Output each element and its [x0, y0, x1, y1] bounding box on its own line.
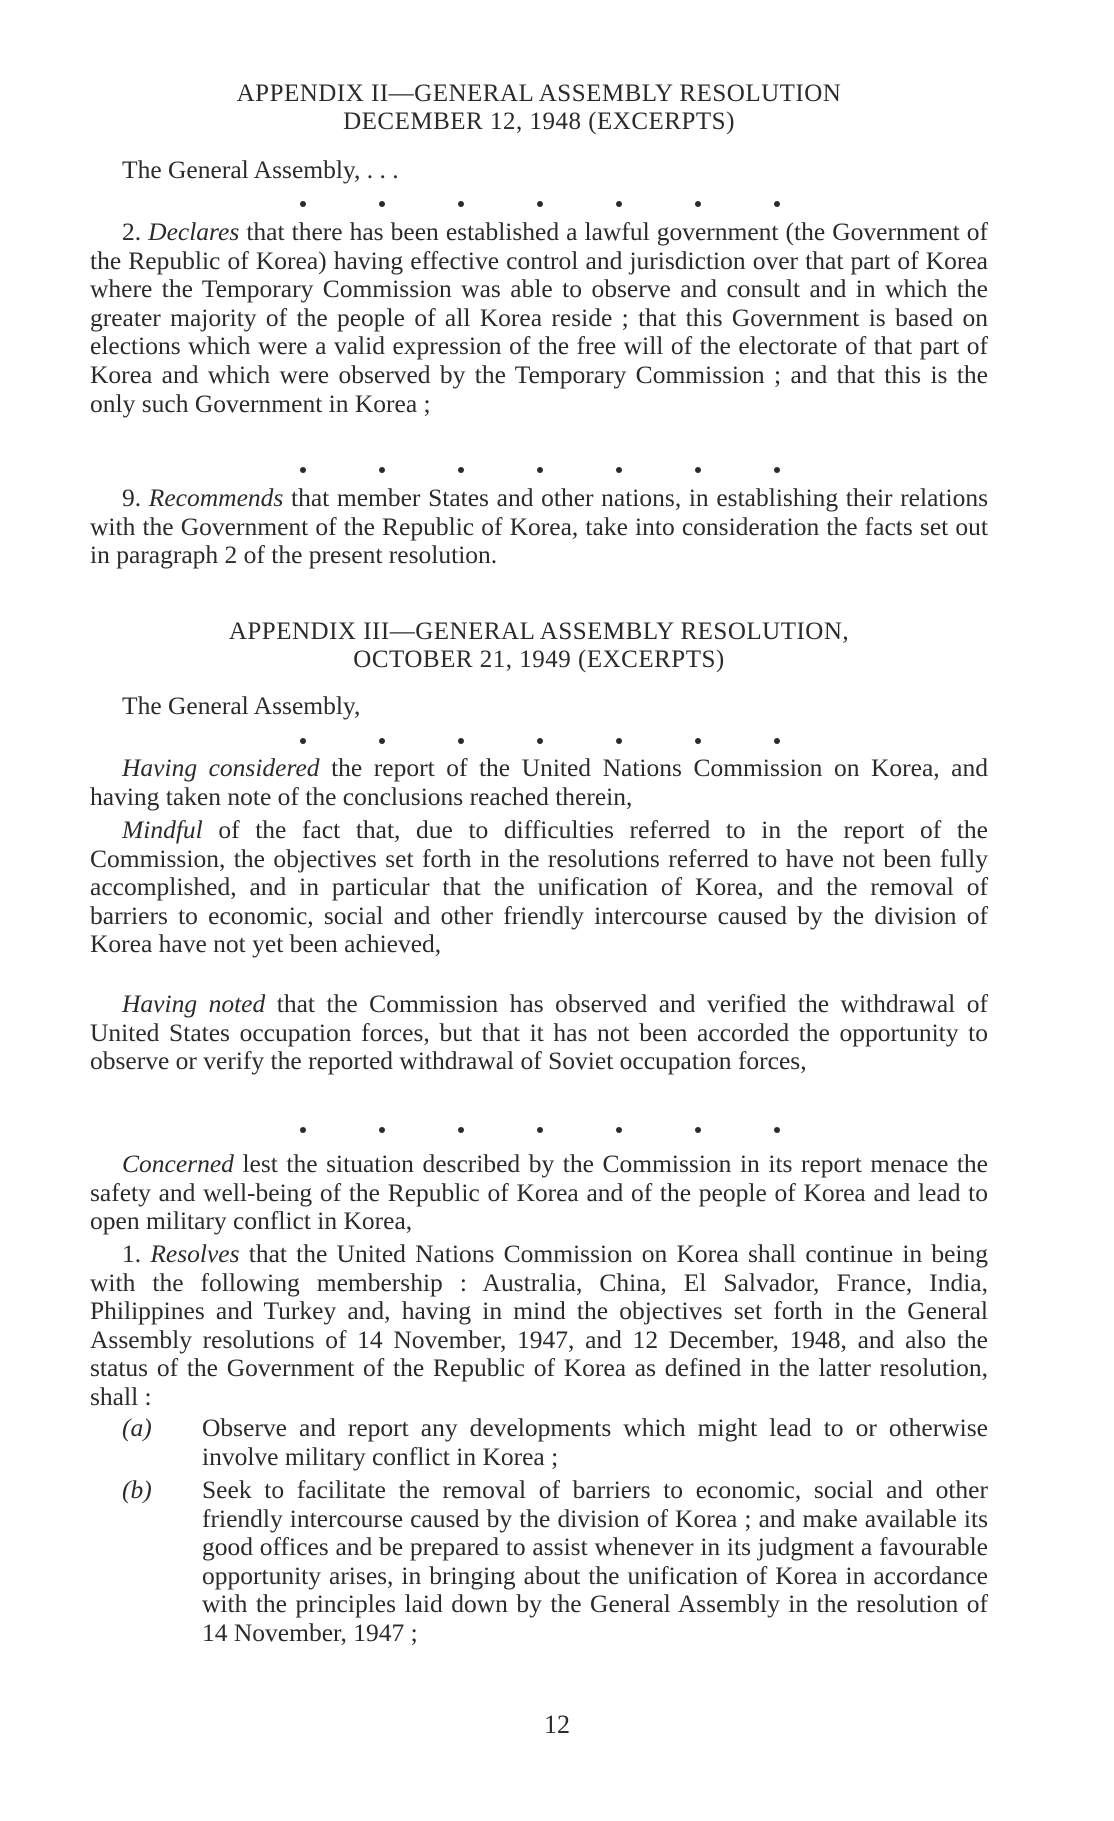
- paragraph-body: that the United Nations Commission on Korea shall continue in being with the following membership : Australia, China, El Salvador, France, India, Philippines and Turkey and, having in mind the objectives set forth in the General Assembly resolutions of 14 November, 1947, and 12 December, 1948, and also the status of the Government of the Republic of Korea as defined in the latter resolution, shall :: [90, 1239, 989, 1411]
- paragraph-having-noted: [90, 990, 988, 1076]
- paragraph-number: 1.: [122, 1239, 142, 1268]
- paragraph-body: that there has been established a lawful government (the Government of the Republic of Korea) having effective control and jurisdiction over that part of Korea where the Temporary Commission was able to observe and consult and in which the greater majority of the people of all Korea reside ; that this Government is based on elections which were a valid expression of the free will of the electorate of that part of Korea and which were observed by the Temporary Commission ; and that this is the only such Government in Korea ;: [90, 217, 988, 418]
- paragraph-having-considered: [90, 754, 988, 811]
- paragraph-2-declares: [90, 218, 988, 418]
- ellipsis-separator: [300, 738, 780, 744]
- paragraph-keyword: Concerned: [122, 1149, 234, 1178]
- paragraph-body: lest the situation described by the Commission in its report menace the safety and well-being of the Republic of Korea and of the people of Korea and lead to open military conflict in Korea,: [90, 1149, 988, 1236]
- appendix-3-heading-line1: APPENDIX III—GENERAL ASSEMBLY RESOLUTION,: [228, 618, 850, 645]
- paragraph-9-recommends: [90, 484, 988, 570]
- sub-item-a: [122, 1414, 988, 1471]
- ellipsis-separator: [300, 467, 780, 473]
- paragraph-body: of the fact that, due to difficulties referred to in the report of the Commission, the objectives set forth in the resolutions referred to have not been fully accomplished, and in particular that the unification of Korea, and the removal of barriers to economic, social and other friendly intercourse caused by the division of Korea have not yet been achieved,: [90, 815, 988, 959]
- appendix-3-opener: The General Assembly,: [122, 691, 361, 720]
- sub-item-body: Seek to facilitate the removal of barriers to economic, social and other friendly intercourse caused by the division of Korea ; and make available its good offices and be prepared to assist whenever in its judgment a favourable opportunity arises, in bringing about the unification of Korea in accordance with the principles laid down by the General Assembly in the resolution of 14 November, 1947 ;: [202, 1475, 988, 1647]
- paragraph-keyword: Declares: [148, 217, 240, 246]
- paragraph-concerned: [90, 1150, 988, 1236]
- paragraph-keyword: Resolves: [150, 1239, 240, 1268]
- paragraph-body: that the Commission has observed and verified the withdrawal of United States occupation forces, but that it has not been accorded the opportunity to observe or verify the reported withdrawal of Soviet occupation forces,: [90, 989, 988, 1076]
- paragraph-keyword: Recommends: [148, 483, 284, 512]
- appendix-2-heading: [90, 80, 988, 136]
- paragraph-keyword: Having considered: [122, 753, 320, 782]
- appendix-2-heading-line2: DECEMBER 12, 1948 (EXCERPTS): [343, 108, 735, 135]
- paragraph-mindful: [90, 816, 988, 959]
- paragraph-body: that member States and other nations, in establishing their relations with the Government of the Republic of Korea, take into consideration the facts set out in paragraph 2 of the present resolution.: [90, 483, 988, 570]
- paragraph-body: the report of the United Nations Commission on Korea, and having taken note of the conclusions reached therein,: [90, 753, 988, 811]
- paragraph-1-resolves: [90, 1240, 988, 1412]
- appendix-2-heading-line1: APPENDIX II—GENERAL ASSEMBLY RESOLUTION: [236, 80, 842, 107]
- paragraph-number: 9.: [122, 483, 142, 512]
- paragraph-keyword: Mindful: [122, 815, 203, 844]
- page-number: 12: [544, 1710, 570, 1739]
- ellipsis-separator: [300, 201, 780, 207]
- appendix-3-heading: [90, 618, 988, 674]
- sub-item-body: Observe and report any developments which might lead to or otherwise involve military conflict in Korea ;: [202, 1413, 988, 1471]
- ellipsis-separator: [300, 1127, 780, 1133]
- paragraph-keyword: Having noted: [122, 989, 266, 1018]
- sub-item-label: (b): [122, 1475, 152, 1504]
- sub-item-label: (a): [122, 1413, 152, 1442]
- appendix-3-heading-line2: OCTOBER 21, 1949 (EXCERPTS): [353, 646, 725, 673]
- appendix-2-opener: The General Assembly, . . .: [122, 155, 399, 184]
- sub-item-b: [122, 1476, 988, 1648]
- paragraph-number: 2.: [122, 217, 142, 246]
